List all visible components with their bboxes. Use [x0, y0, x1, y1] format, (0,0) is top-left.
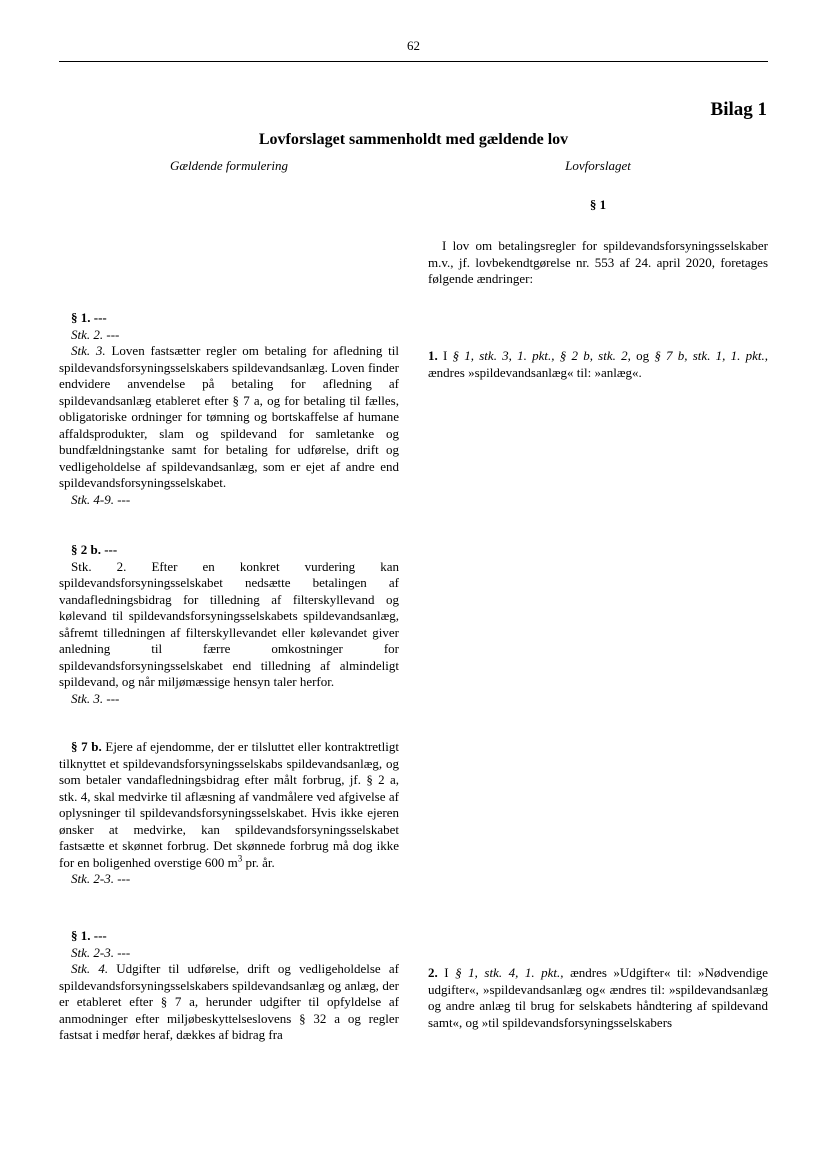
appendix-label: Bilag 1 — [710, 99, 767, 120]
change-reference: § 1, stk. 4, 1. pkt., — [455, 965, 564, 980]
change-number: 2. — [428, 965, 438, 980]
change-text: ændres »Udgifter« til: »Nødvendige udgifter«, »spildevandsanlæg og« ændres til: »spildevandsanlæg og andre anlæg til brug for selskabets håndtering af spildevand samt«, og »til spildevandsforsyningsselskabers — [428, 965, 768, 1030]
bill-change-1 — [428, 348, 768, 381]
bill-change-2 — [428, 965, 768, 1031]
header-rule — [59, 61, 768, 62]
section-heading: § 7 b. — [71, 739, 102, 754]
current-law-section-1 — [59, 310, 399, 508]
section-heading: § 1. --- — [71, 310, 107, 325]
section-heading: § 2 b. --- — [71, 542, 118, 557]
change-reference: § 1, stk. 3, 1. pkt., § 2 b, stk. 2, — [452, 348, 631, 363]
current-law-section-2b — [59, 542, 399, 707]
stk-text: --- — [103, 690, 120, 706]
change-reference: § 7 b, stk. 1, 1. pkt., — [654, 348, 769, 363]
stk-text: --- — [113, 871, 131, 886]
current-law-section-1-second — [59, 928, 399, 1044]
stk-label: Stk. 4-9. — [71, 491, 114, 507]
bill-section-heading: § 1 — [589, 197, 607, 212]
column-header-bill: Lovforslaget — [565, 158, 631, 173]
stk-label: Stk. 2-3. — [71, 944, 114, 960]
current-law-section-7b — [59, 739, 399, 888]
change-number: 1. — [428, 348, 438, 363]
change-text: I — [437, 348, 453, 363]
change-text: I — [437, 965, 456, 980]
stk-label: Stk. 4. — [71, 961, 109, 976]
stk-text: --- — [103, 326, 120, 342]
change-text: ændres »spildevandsanlæg« til: »anlæg«. — [428, 364, 642, 380]
stk-text: --- — [113, 491, 131, 507]
stk-text: Loven fastsætter regler om betaling for afledning til spildevandsforsyningsselskabers spildevandsanlæg. Loven finder endvidere anvendelse på betaling for afledning af spildevandsanlæg etableret efter § 7 a, og for betaling til fælles, obligatoriske ordninger for tømning og bortskaffelse af humane affaldsprodukter, slam og spildevand for samletanke og bundfældningstanke samt for betaling for udførelse, drift og vedligeholdelse af spildevandsanlæg, som er ejet af andre end spildevandsforsyningsselskabet. — [59, 343, 399, 490]
stk-text: Udgifter til udførelse, drift og vedligeholdelse af spildevandsforsyningsselskabers spildevandsanlæg og anlæg, der er etableret efter § 7 a, herunder udgifter til opfyldelse af anmodninger efter miljøbeskyttelseslovens § 32 a og regler fastsat i medfør heraf, dækkes af bidrag fra — [59, 961, 399, 1042]
stk-label: Stk. 2. — [71, 326, 104, 342]
stk-text: Stk. 2. Efter en konkret vurdering kan spildevandsforsyningsselskabet nedsætte betalingen af vandafledningsbidrag for tilledning af filterskyllevand og kølevand til spildevandsforsyningsselskabets spildevandsanlæg, såfremt tilledningen af filterskyllevandet eller kølevandet giver anledning til færre omkostninger for spildevandsforsyningsselskabet end tilledning af almindeligt spildevand, og når miljømæssige hensyn taler herfor. — [59, 558, 399, 689]
stk-label: Stk. 3. — [71, 343, 106, 358]
superscript: 3 — [237, 853, 243, 864]
change-text: og — [630, 348, 655, 363]
column-header-current-law: Gældende formulering — [169, 158, 289, 173]
page-title: Lovforslaget sammenholdt med gældende lov — [258, 131, 569, 148]
page-number: 62 — [407, 38, 420, 53]
bill-intro: I lov om betalingsregler for spildevandsforsyningsselskaber m.v., jf. lovbekendtgørelse nr. 553 af 24. april 2020, foretages følgende ændringer: — [428, 238, 768, 286]
section-text-end: pr. år. — [242, 854, 275, 870]
stk-text: --- — [113, 944, 131, 960]
stk-label: Stk. 3. — [71, 690, 104, 706]
stk-label: Stk. 2-3. — [71, 871, 114, 886]
section-heading: § 1. --- — [71, 928, 107, 943]
section-text: Ejere af ejendomme, der er tilsluttet eller kontraktretligt tilknyttet et spildevandsforsyningsselskabs spildevandsanlæg, og som betaler vandafledningsbidrag efter målt forbrug, jf. § 2 a, stk. 4, skal medvirke til aflæsning af vandmålere ved afgivelse af oplysninger til spildevandsforsyningsselskabet. Hvis ikke ejeren ønsker at medvirke, kan spildevandsforsyningsselskabet fastsætte et skønnet forbrug. Det skønnede forbrug må dog ikke for en boligenhed overstige 600 m — [59, 739, 399, 870]
